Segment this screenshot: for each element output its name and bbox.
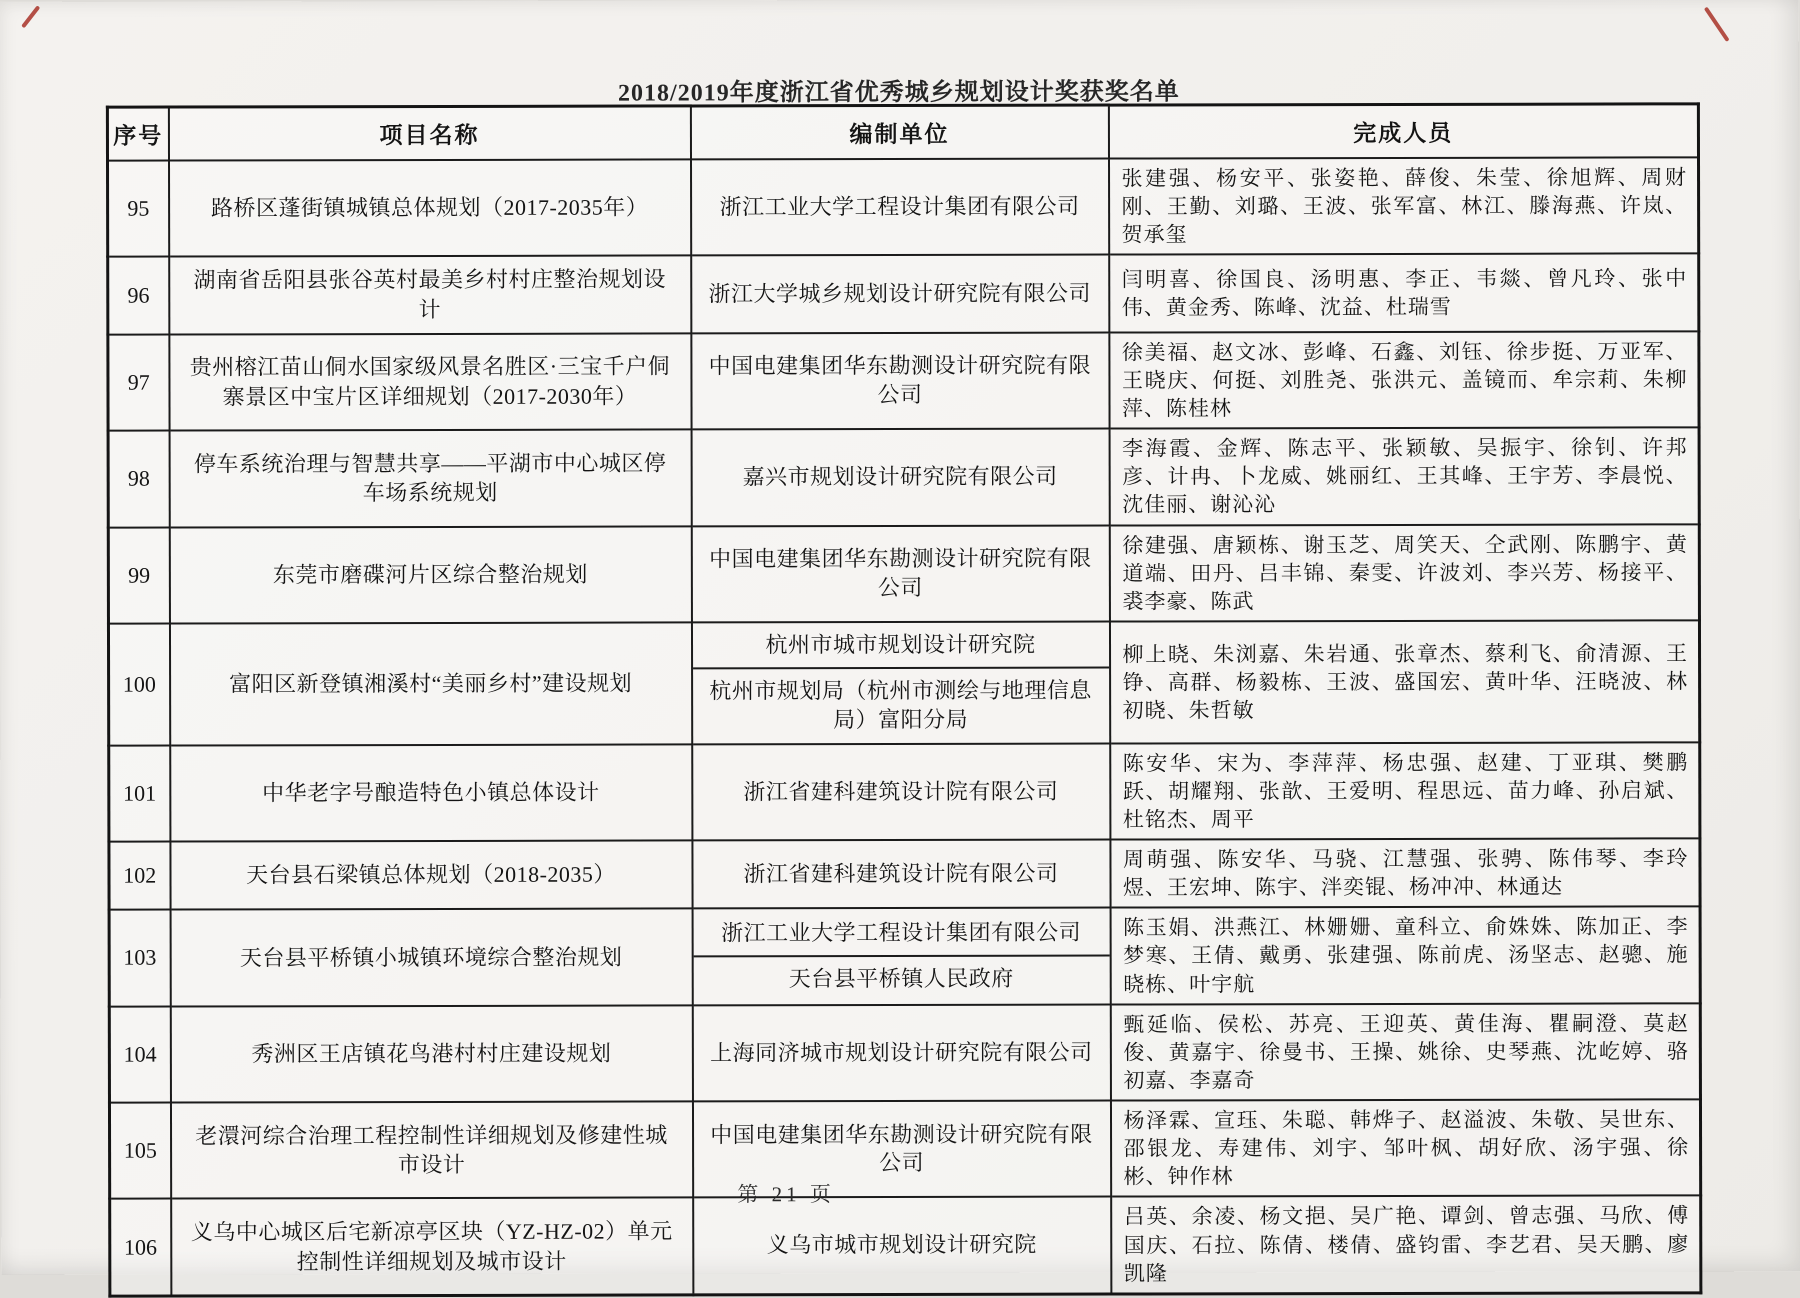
table-row xyxy=(109,838,1700,910)
project-name: 路桥区蓬街镇城镇总体规划（2017-2035年） xyxy=(169,159,691,256)
compiling-unit: 杭州市城市规划设计研究院 xyxy=(765,631,1036,658)
project-name: 贵州榕江苗山侗水国家级风景名胜区·三宝千户侗寨景区中宝片区详细规划（2017-2030年） xyxy=(169,333,691,430)
table-row xyxy=(110,1196,1701,1296)
table-row xyxy=(108,254,1699,335)
compiling-unit-stack xyxy=(692,271,1108,316)
page-title: 2018/2019年度浙江省优秀城乡规划设计奖获奖名单 xyxy=(617,79,1180,107)
personnel-list: 闫明喜、徐国良、汤明惠、李正、韦燚、曾凡玲、张中伟、黄金秀、陈峰、沈益、杜瑞雪 xyxy=(1109,254,1699,333)
table-row xyxy=(108,427,1699,527)
project-name: 天台县石梁镇总体规划（2018-2035） xyxy=(170,840,692,909)
table-header-row xyxy=(107,104,1698,161)
project-name: 富阳区新登镇湘溪村“美丽乡村”建设规划 xyxy=(169,622,691,745)
project-name: 中华老字号酿造特色小镇总体设计 xyxy=(170,744,692,841)
personnel-list: 柳上晓、朱浏嘉、朱岩通、张章杰、蔡利飞、俞清源、王铮、高群、杨毅栋、王波、盛国宏、黄叶华、汪晓波、林初晓、朱哲敏 xyxy=(1109,620,1699,743)
personnel-list: 甄延临、侯松、苏亮、王迎英、黄佳海、瞿嗣澄、莫赵俊、黄嘉宇、徐曼书、王操、姚徐、史琴燕、沈屹婷、骆初嘉、李嘉奇 xyxy=(1110,1003,1700,1101)
personnel-list: 吕英、余凌、杨文挹、吴广艳、谭剑、曾志强、马欣、傅国庆、石拉、陈倩、楼倩、盛钧雷、李艺君、吴天鹏、廖凯隆 xyxy=(1111,1196,1701,1294)
compiling-unit-cell xyxy=(691,429,1109,526)
table-row xyxy=(109,742,1700,842)
personnel-list: 陈玉娟、洪燕江、林姗姗、童科立、俞姝姝、陈加正、李梦寒、王倩、戴勇、张建强、陈前虎、汤坚志、赵骢、施晓栋、叶宇航 xyxy=(1110,907,1700,1005)
header-project-name: 项目名称 xyxy=(168,106,690,161)
table-row xyxy=(108,620,1699,745)
row-serial-number: 97 xyxy=(108,334,169,431)
row-serial-number: 102 xyxy=(109,842,170,910)
compiling-unit-cell xyxy=(691,159,1109,256)
row-serial-number: 100 xyxy=(108,623,169,745)
compiling-unit: 杭州市规划局（杭州市测绘与地理信息局）富阳分局 xyxy=(693,667,1109,743)
compiling-unit-stack xyxy=(692,344,1108,418)
row-serial-number: 101 xyxy=(109,745,170,842)
compiling-unit-cell xyxy=(691,621,1109,744)
project-name: 天台县平桥镇小城镇环境综合整治规划 xyxy=(170,909,692,1006)
compiling-unit: 浙江工业大学工程设计集团有限公司 xyxy=(721,919,1082,946)
page-number: 第 21 页 xyxy=(737,1182,835,1207)
compiling-unit-cell xyxy=(691,332,1109,429)
compiling-unit: 中国电建集团华东勘测设计研究院有限公司 xyxy=(709,545,1092,600)
compiling-unit-stack xyxy=(693,769,1109,814)
row-serial-number: 96 xyxy=(108,257,169,335)
personnel-list: 陈安华、宋为、李萍萍、杨忠强、赵建、丁亚琪、樊鹏跃、胡耀翔、张歆、王爱明、程思远、苗力峰、孙启斌、杜铭杰、周平 xyxy=(1110,742,1700,840)
compiling-unit-stack xyxy=(692,537,1108,611)
scan-artifact-icon xyxy=(1704,7,1730,42)
compiling-unit: 嘉兴市规划设计研究院有限公司 xyxy=(742,463,1058,490)
personnel-list: 李海霞、金辉、陈志平、张颖敏、吴振宇、徐钊、许邦彦、计冉、卜龙威、姚丽红、王其峰、王宇芳、李晨悦、沈佳丽、谢沁沁 xyxy=(1109,427,1699,525)
personnel-list: 张建强、杨安平、张姿艳、薛俊、朱莹、徐旭辉、周财刚、王勤、刘璐、王波、张军富、林江、滕海燕、许岚、贺承玺 xyxy=(1108,157,1698,255)
compiling-unit: 上海同济城市规划设计研究院有限公司 xyxy=(710,1039,1093,1065)
row-serial-number: 105 xyxy=(109,1103,170,1200)
row-serial-number: 103 xyxy=(109,910,170,1007)
project-name: 停车系统治理与智慧共享——平湖市中心城区停车场系统规划 xyxy=(169,430,691,527)
project-name: 秀洲区王店镇花鸟港村村庄建设规划 xyxy=(170,1005,692,1102)
project-name: 老澴河综合治理工程控制性详细规划及修建性城市设计 xyxy=(170,1101,692,1198)
header-personnel: 完成人员 xyxy=(1108,104,1698,159)
compiling-unit: 天台县平桥镇人民政府 xyxy=(693,955,1109,1002)
row-serial-number: 106 xyxy=(110,1199,171,1296)
compiling-unit: 浙江省建科建筑设计院有限公司 xyxy=(743,860,1059,887)
row-serial-number: 95 xyxy=(108,161,169,258)
personnel-list: 徐建强、唐颖栋、谢玉芝、周笑天、仝武刚、陈鹏宇、黄道端、田丹、吕丰锦、秦雯、许波刘、李兴芳、杨接平、裘李豪、陈武 xyxy=(1109,524,1699,622)
compiling-unit-cell xyxy=(691,255,1109,333)
awards-table xyxy=(106,102,1702,1297)
row-serial-number: 98 xyxy=(108,431,169,528)
header-serial-number: 序号 xyxy=(107,107,168,161)
table-row xyxy=(109,907,1700,1007)
compiling-unit-cell xyxy=(692,743,1110,840)
compiling-unit-stack xyxy=(692,184,1108,229)
compiling-unit-stack xyxy=(692,455,1108,500)
row-serial-number: 104 xyxy=(109,1006,170,1103)
table-row xyxy=(108,524,1699,624)
compiling-unit-stack xyxy=(693,851,1109,896)
compiling-unit-cell xyxy=(692,908,1110,1005)
compiling-unit-cell xyxy=(691,525,1109,622)
compiling-unit-stack xyxy=(693,910,1109,1002)
compiling-unit: 浙江省建科建筑设计院有限公司 xyxy=(743,778,1059,804)
compiling-unit-stack xyxy=(693,1112,1109,1186)
compiling-unit: 义乌市城市规划设计研究院 xyxy=(766,1232,1037,1258)
compiling-unit: 浙江大学城乡规划设计研究院有限公司 xyxy=(708,280,1092,307)
personnel-list: 徐美福、赵文冰、彭峰、石鑫、刘钰、徐步挺、万亚军、王晓庆、何挺、刘胜尧、张洪元、盖镜而、牟宗莉、朱柳萍、陈桂林 xyxy=(1109,331,1699,429)
table-row xyxy=(108,331,1699,431)
compiling-unit-stack xyxy=(692,622,1108,743)
compiling-unit-stack xyxy=(694,1223,1110,1268)
header-compiling-unit: 编制单位 xyxy=(690,105,1108,159)
table-row xyxy=(109,1003,1700,1103)
project-name: 湖南省岳阳县张谷英村最美乡村村庄整治规划设计 xyxy=(169,256,691,334)
compiling-unit: 浙江工业大学工程设计集团有限公司 xyxy=(719,193,1080,220)
compiling-unit-cell xyxy=(692,840,1110,909)
compiling-unit-cell xyxy=(693,1197,1111,1295)
project-name: 义乌中心城区后宅新凉亭区块（YZ-HZ-02）单元控制性详细规划及城市设计 xyxy=(171,1198,693,1296)
row-serial-number: 99 xyxy=(108,527,169,624)
compiling-unit-stack xyxy=(693,1030,1109,1075)
personnel-list: 周萌强、陈安华、马骁、江慧强、张骋、陈伟琴、李玲煜、王宏坤、陈宇、泮奕锟、杨冲冲、林通达 xyxy=(1110,838,1700,907)
project-name: 东莞市磨碟河片区综合整治规划 xyxy=(169,526,691,623)
scan-artifact-icon xyxy=(21,5,40,28)
compiling-unit-cell xyxy=(692,1004,1110,1101)
personnel-list: 杨泽霖、宣珏、朱聪、韩烨子、赵溢波、朱敬、吴世东、邵银龙、寿建伟、刘宇、邹叶枫、胡好欣、汤宇强、徐彬、钟作林 xyxy=(1110,1099,1700,1197)
table-row xyxy=(108,157,1699,257)
compiling-unit: 中国电建集团华东勘测设计研究院有限公司 xyxy=(710,1121,1093,1176)
compiling-unit: 中国电建集团华东勘测设计研究院有限公司 xyxy=(708,352,1092,407)
